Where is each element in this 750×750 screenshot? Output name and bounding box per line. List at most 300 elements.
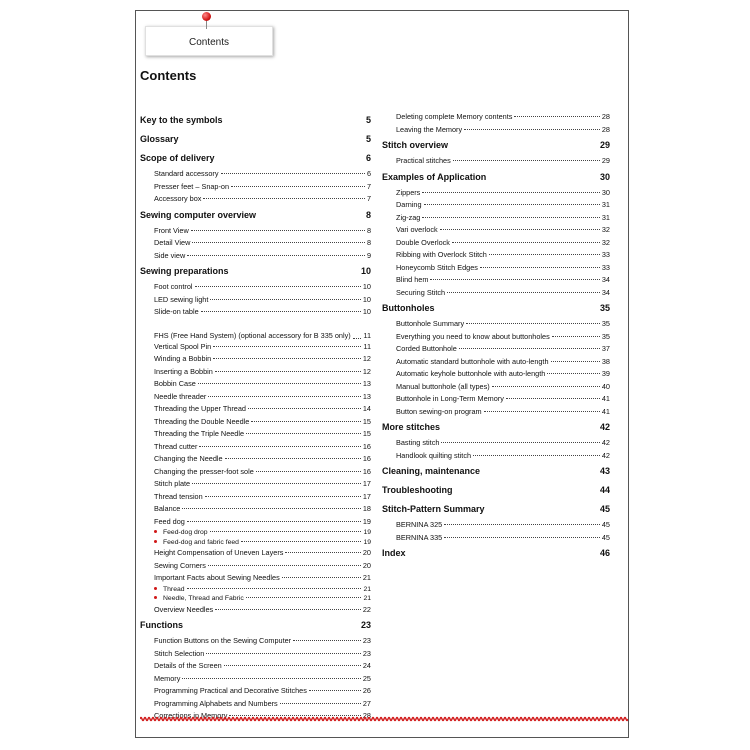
toc-entry-title: Function Buttons on the Sewing Computer bbox=[154, 636, 292, 645]
toc-entry-title: Thread tension bbox=[154, 491, 203, 501]
toc-section-page: 30 bbox=[599, 171, 610, 182]
toc-entry-page: 31 bbox=[601, 212, 610, 222]
toc-entry-page: 33 bbox=[601, 262, 610, 272]
toc-entry[interactable] bbox=[140, 319, 371, 341]
toc-entry[interactable] bbox=[140, 698, 371, 711]
toc-entry-page: 19 bbox=[363, 538, 371, 546]
toc-entry-page: 10 bbox=[362, 307, 371, 316]
toc-entry[interactable] bbox=[140, 391, 371, 404]
toc-entry-title: Buttonhole in Long-Term Memory bbox=[396, 394, 504, 403]
toc-entry-title: Corrections in Memory bbox=[154, 711, 228, 720]
toc-entry-page: 38 bbox=[601, 356, 610, 366]
toc-entry-title: Vari overlock bbox=[396, 225, 438, 234]
toc-entry-page: 34 bbox=[601, 287, 610, 297]
toc-entry-title: Front View bbox=[154, 225, 189, 235]
toc-entry-page: 8 bbox=[366, 238, 371, 247]
toc-entry-title: Zippers bbox=[396, 187, 421, 197]
dot-leader bbox=[208, 396, 361, 397]
toc-entry-title: BERNINA 325 bbox=[396, 520, 443, 529]
toc-entry[interactable] bbox=[140, 193, 371, 206]
toc-entry[interactable] bbox=[140, 294, 371, 307]
toc-entry[interactable] bbox=[382, 393, 610, 406]
toc-entry-title: Bobbin Case bbox=[154, 379, 196, 388]
toc-section[interactable] bbox=[382, 299, 610, 318]
toc-entry-title: Stitch Selection bbox=[154, 648, 205, 658]
toc-entry[interactable] bbox=[140, 673, 371, 686]
dot-leader bbox=[489, 254, 600, 255]
dot-leader bbox=[187, 255, 365, 256]
toc-entry[interactable] bbox=[382, 224, 610, 237]
toc-entry-title: Sewing Corners bbox=[154, 560, 206, 570]
toc-entry-page: 7 bbox=[366, 181, 371, 191]
toc-section-title: Functions bbox=[140, 620, 183, 630]
toc-entry-title: Balance bbox=[154, 504, 181, 513]
toc-entry[interactable] bbox=[140, 572, 371, 585]
toc-entry-page: 42 bbox=[601, 438, 610, 447]
toc-section-title: Scope of delivery bbox=[140, 153, 215, 163]
toc-entry[interactable] bbox=[382, 124, 610, 137]
toc-entry-title: Important Facts about Sewing Needles bbox=[154, 573, 280, 582]
dot-leader bbox=[187, 521, 361, 522]
toc-section-title: Key to the symbols bbox=[140, 115, 223, 125]
toc-entry-title: Side view bbox=[154, 250, 186, 260]
toc-section-page: 5 bbox=[365, 134, 371, 144]
dot-leader bbox=[552, 336, 600, 337]
toc-entry[interactable] bbox=[140, 353, 371, 366]
toc-entry-page: 15 bbox=[362, 416, 371, 426]
toc-section[interactable] bbox=[140, 206, 371, 225]
toc-section-title: Buttonholes bbox=[382, 303, 435, 313]
toc-entry[interactable] bbox=[140, 341, 371, 354]
toc-entry-title: Detail View bbox=[154, 238, 191, 247]
toc-entry-page: 35 bbox=[601, 319, 610, 328]
toc-section[interactable] bbox=[140, 130, 371, 149]
toc-entry-page: 24 bbox=[362, 661, 371, 670]
toc-entry-page: 37 bbox=[601, 344, 610, 353]
dot-leader bbox=[191, 230, 365, 231]
toc-entry-title: Buttonhole Summary bbox=[396, 319, 465, 328]
dot-leader bbox=[203, 198, 364, 199]
toc-entry-title: Changing the presser-foot sole bbox=[154, 466, 254, 476]
toc-entry-page: 41 bbox=[601, 394, 610, 403]
toc-entry-page: 35 bbox=[601, 331, 610, 341]
toc-entry-page: 31 bbox=[601, 200, 610, 209]
toc-entry-title: Needle, Thread and Fabric bbox=[163, 595, 244, 602]
toc-right-column bbox=[382, 111, 610, 563]
toc-section[interactable] bbox=[140, 149, 371, 168]
dot-leader bbox=[309, 690, 361, 691]
tab-label: Contents bbox=[188, 37, 230, 48]
toc-entry-page: 17 bbox=[362, 479, 371, 488]
toc-entry[interactable] bbox=[382, 532, 610, 545]
toc-entry-title: Practical stitches bbox=[396, 156, 451, 165]
dot-leader bbox=[453, 160, 600, 161]
dot-leader bbox=[224, 665, 361, 666]
toc-entry-title: Feed-dog and fabric feed bbox=[163, 538, 239, 546]
toc-section-title: Glossary bbox=[140, 134, 179, 144]
toc-entry[interactable] bbox=[140, 441, 371, 454]
toc-entry-title: Basting stitch bbox=[396, 438, 440, 447]
dot-leader bbox=[484, 411, 600, 412]
dot-leader bbox=[241, 541, 361, 542]
toc-entry-title: Blind hem bbox=[396, 275, 429, 284]
toc-section-page: 5 bbox=[365, 115, 371, 125]
toc-entry-page: 29 bbox=[601, 156, 610, 165]
toc-section[interactable] bbox=[382, 418, 610, 437]
toc-entry-page: 28 bbox=[362, 711, 371, 720]
toc-entry[interactable] bbox=[382, 450, 610, 463]
decorative-stitch-border bbox=[140, 716, 628, 722]
toc-entry-title: Corded Buttonhole bbox=[396, 344, 457, 353]
toc-entry-title: Stitch plate bbox=[154, 479, 191, 488]
toc-entry-page: 30 bbox=[601, 187, 610, 197]
red-bullet-icon bbox=[154, 587, 157, 590]
dot-leader bbox=[215, 609, 361, 610]
toc-entry-page: 6 bbox=[366, 169, 371, 178]
toc-entry-page: 11 bbox=[363, 330, 371, 340]
toc-section-title: Sewing computer overview bbox=[140, 209, 257, 220]
toc-entry[interactable] bbox=[140, 378, 371, 391]
toc-section-page: 35 bbox=[599, 303, 610, 313]
toc-entry[interactable] bbox=[140, 560, 371, 573]
toc-entry-title: FHS (Free Hand System) (optional accessory for B 335 only) bbox=[154, 330, 351, 340]
dot-leader bbox=[206, 653, 361, 654]
toc-entry-title: Feed-dog drop bbox=[163, 529, 208, 536]
toc-entry-page: 13 bbox=[362, 391, 371, 401]
toc-entry-page: 32 bbox=[601, 237, 610, 247]
dot-leader bbox=[199, 446, 360, 447]
toc-entry-title: Slide-on table bbox=[154, 307, 199, 316]
toc-section-page: 23 bbox=[360, 620, 371, 630]
toc-entry-title: Programming Alphabets and Numbers bbox=[154, 698, 278, 708]
toc-entry-page: 45 bbox=[601, 520, 610, 529]
toc-entry[interactable] bbox=[140, 403, 371, 416]
dot-leader bbox=[551, 361, 600, 362]
toc-entry-title: Standard accessory bbox=[154, 169, 219, 178]
toc-entry[interactable] bbox=[382, 199, 610, 212]
dot-leader bbox=[447, 292, 600, 293]
toc-entry-page: 41 bbox=[601, 406, 610, 416]
toc-sub-entry[interactable] bbox=[140, 538, 371, 548]
toc-entry-page: 20 bbox=[362, 560, 371, 570]
toc-entry[interactable] bbox=[140, 453, 371, 466]
toc-entry[interactable] bbox=[140, 366, 371, 379]
toc-entry[interactable] bbox=[382, 249, 610, 262]
dot-leader bbox=[430, 279, 599, 280]
toc-entry-page: 19 bbox=[362, 516, 371, 526]
toc-entry-page: 18 bbox=[362, 504, 371, 513]
toc-entry-title: Manual buttonhole (all types) bbox=[396, 381, 490, 391]
toc-entry-page: 21 bbox=[362, 573, 371, 582]
toc-section[interactable] bbox=[140, 616, 371, 635]
toc-entry[interactable] bbox=[140, 478, 371, 491]
toc-entry-title: Overview Needles bbox=[154, 604, 214, 614]
dot-leader bbox=[464, 129, 600, 130]
toc-entry-title: Ribbing with Overlock Stitch bbox=[396, 250, 487, 259]
toc-entry-title: Threading the Triple Needle bbox=[154, 429, 245, 438]
toc-entry[interactable] bbox=[140, 635, 371, 648]
toc-entry-title: Leaving the Memory bbox=[396, 124, 463, 134]
toc-entry-title: Programming Practical and Decorative Stitches bbox=[154, 686, 307, 695]
toc-entry-page: 26 bbox=[362, 686, 371, 695]
red-bullet-icon bbox=[154, 540, 157, 543]
toc-entry-page: 16 bbox=[362, 454, 371, 463]
toc-section-title: Index bbox=[382, 548, 406, 558]
toc-entry-page: 32 bbox=[601, 225, 610, 234]
toc-entry-page: 19 bbox=[363, 529, 371, 536]
toc-entry-page: 8 bbox=[366, 225, 371, 235]
toc-entry[interactable] bbox=[382, 343, 610, 356]
dot-leader bbox=[422, 217, 600, 218]
toc-entry[interactable] bbox=[382, 262, 610, 275]
toc-entry[interactable] bbox=[140, 306, 371, 319]
dot-leader bbox=[452, 242, 600, 243]
dot-leader bbox=[424, 204, 600, 205]
toc-entry-title: Threading the Upper Thread bbox=[154, 404, 246, 413]
dot-leader bbox=[251, 421, 361, 422]
toc-section-title: More stitches bbox=[382, 422, 441, 432]
toc-section[interactable] bbox=[382, 168, 610, 187]
dot-leader bbox=[480, 267, 600, 268]
dot-leader bbox=[459, 348, 600, 349]
toc-entry[interactable] bbox=[382, 111, 610, 124]
toc-entry-title: Threading the Double Needle bbox=[154, 416, 250, 426]
toc-entry-page: 21 bbox=[363, 595, 371, 602]
dot-leader bbox=[215, 371, 361, 372]
toc-entry-title: BERNINA 335 bbox=[396, 532, 443, 542]
toc-entry-title: Needle threader bbox=[154, 391, 207, 401]
dot-leader bbox=[192, 242, 365, 243]
dot-leader bbox=[441, 442, 599, 443]
red-bullet-icon bbox=[154, 530, 157, 533]
toc-entry-page: 27 bbox=[362, 698, 371, 708]
toc-entry-page: 34 bbox=[601, 275, 610, 284]
toc-entry-title: Presser feet – Snap-on bbox=[154, 181, 230, 191]
toc-entry[interactable] bbox=[140, 660, 371, 673]
dot-leader bbox=[246, 597, 362, 598]
toc-entry-page: 23 bbox=[362, 648, 371, 658]
toc-entry-title: Feed dog bbox=[154, 516, 185, 526]
red-bullet-icon bbox=[154, 596, 157, 599]
dot-leader bbox=[205, 496, 361, 497]
toc-entry-page: 40 bbox=[601, 381, 610, 391]
toc-entry-title: Button sewing-on program bbox=[396, 406, 482, 416]
toc-entry-page: 9 bbox=[366, 250, 371, 260]
toc-entry[interactable] bbox=[140, 181, 371, 194]
toc-entry-page: 17 bbox=[362, 491, 371, 501]
toc-entry-page: 11 bbox=[363, 341, 371, 351]
toc-entry-title: Thread bbox=[163, 585, 185, 593]
toc-entry-page: 20 bbox=[362, 548, 371, 557]
toc-entry-page: 33 bbox=[601, 250, 610, 259]
toc-entry-page: 22 bbox=[362, 604, 371, 614]
toc-section-page: 42 bbox=[599, 422, 610, 432]
push-pin-icon bbox=[202, 12, 211, 21]
toc-section-title: Stitch overview bbox=[382, 140, 449, 150]
toc-section[interactable] bbox=[140, 111, 371, 130]
dot-leader bbox=[198, 383, 361, 384]
dot-leader bbox=[444, 524, 600, 525]
toc-entry-page: 12 bbox=[362, 354, 371, 363]
toc-section-title: Stitch-Pattern Summary bbox=[382, 504, 485, 514]
toc-section-page: 10 bbox=[360, 266, 371, 276]
toc-entry[interactable] bbox=[140, 516, 371, 529]
toc-entry[interactable] bbox=[140, 281, 371, 294]
toc-entry[interactable] bbox=[140, 685, 371, 698]
dot-leader bbox=[210, 531, 362, 532]
toc-section-page: 43 bbox=[599, 466, 610, 476]
toc-sub-entry[interactable] bbox=[140, 585, 371, 595]
toc-entry-title: Double Overlock bbox=[396, 237, 450, 247]
toc-entry-title: LED sewing light bbox=[154, 294, 209, 304]
toc-entry[interactable] bbox=[140, 416, 371, 429]
toc-entry-page: 15 bbox=[362, 429, 371, 438]
dot-leader bbox=[231, 186, 365, 187]
toc-section[interactable] bbox=[140, 262, 371, 281]
toc-section[interactable] bbox=[382, 500, 610, 519]
toc-entry-title: Darning bbox=[396, 200, 422, 209]
contents-tab-card[interactable] bbox=[145, 26, 273, 56]
toc-entry-title: Honeycomb Stitch Edges bbox=[396, 262, 478, 272]
dot-leader bbox=[225, 458, 361, 459]
dot-leader bbox=[208, 565, 361, 566]
toc-section-page: 45 bbox=[599, 504, 610, 514]
toc-section-page: 44 bbox=[599, 485, 610, 495]
toc-entry-page: 28 bbox=[601, 112, 610, 121]
dot-leader bbox=[221, 173, 365, 174]
dot-leader bbox=[353, 338, 362, 339]
toc-entry-page: 25 bbox=[362, 673, 371, 683]
toc-entry[interactable] bbox=[382, 212, 610, 225]
toc-entry-title: Height Compensation of Uneven Layers bbox=[154, 548, 284, 557]
toc-entry[interactable] bbox=[382, 368, 610, 381]
toc-entry[interactable] bbox=[140, 491, 371, 504]
toc-entry[interactable] bbox=[382, 274, 610, 287]
toc-entry[interactable] bbox=[140, 428, 371, 441]
dot-leader bbox=[293, 640, 361, 641]
dot-leader bbox=[466, 323, 600, 324]
dot-leader bbox=[547, 373, 600, 374]
toc-entry[interactable] bbox=[382, 331, 610, 344]
toc-section[interactable] bbox=[382, 136, 610, 155]
dot-leader bbox=[187, 588, 362, 589]
page-title: Contents bbox=[140, 68, 197, 83]
toc-entry-page: 13 bbox=[362, 379, 371, 388]
toc-entry-title: Securing Stitch bbox=[396, 287, 446, 297]
toc-entry-page: 16 bbox=[362, 441, 371, 451]
dot-leader bbox=[514, 116, 599, 117]
toc-entry-page: 45 bbox=[601, 532, 610, 542]
toc-sub-entry[interactable] bbox=[140, 594, 371, 604]
dot-leader bbox=[282, 577, 361, 578]
dot-leader bbox=[256, 471, 361, 472]
toc-entry-title: Everything you need to know about buttonholes bbox=[396, 331, 550, 341]
dot-leader bbox=[210, 299, 361, 300]
toc-entry[interactable] bbox=[382, 437, 610, 450]
toc-entry-title: Handlook quilting stitch bbox=[396, 450, 472, 460]
dot-leader bbox=[246, 433, 361, 434]
toc-entry-title: Zig-zag bbox=[396, 212, 421, 222]
dot-leader bbox=[506, 398, 600, 399]
dot-leader bbox=[248, 408, 361, 409]
toc-entry-title: Automatic standard buttonhole with auto-length bbox=[396, 356, 549, 366]
toc-entry[interactable] bbox=[140, 604, 371, 617]
toc-entry[interactable] bbox=[140, 168, 371, 181]
toc-section-page: 6 bbox=[365, 153, 371, 163]
toc-entry[interactable] bbox=[140, 547, 371, 560]
dot-leader bbox=[195, 286, 361, 287]
toc-entry[interactable] bbox=[140, 466, 371, 479]
toc-entry-page: 7 bbox=[366, 194, 371, 203]
toc-entry[interactable] bbox=[382, 237, 610, 250]
toc-section-title: Examples of Application bbox=[382, 171, 487, 182]
toc-entry-title: Foot control bbox=[154, 282, 193, 291]
dot-leader bbox=[201, 311, 361, 312]
toc-entry-title: Thread cutter bbox=[154, 441, 198, 451]
toc-entry[interactable] bbox=[382, 287, 610, 300]
toc-entry[interactable] bbox=[382, 519, 610, 532]
toc-entry-page: 39 bbox=[601, 369, 610, 378]
toc-entry-title: Changing the Needle bbox=[154, 454, 223, 463]
toc-section-title: Troubleshooting bbox=[382, 485, 453, 495]
dot-leader bbox=[285, 552, 360, 553]
dot-leader bbox=[182, 678, 361, 679]
toc-section-page: 8 bbox=[365, 209, 371, 220]
toc-sub-entry[interactable] bbox=[140, 528, 371, 538]
toc-entry-title: Memory bbox=[154, 673, 181, 683]
dot-leader bbox=[213, 346, 361, 347]
dot-leader bbox=[213, 358, 361, 359]
toc-entry-page: 23 bbox=[362, 636, 371, 645]
toc-entry[interactable] bbox=[382, 406, 610, 419]
toc-entry-page: 28 bbox=[601, 124, 610, 134]
toc-entry[interactable] bbox=[382, 381, 610, 394]
toc-entry[interactable] bbox=[382, 356, 610, 369]
dot-leader bbox=[192, 483, 361, 484]
toc-entry[interactable] bbox=[382, 318, 610, 331]
toc-section-page: 46 bbox=[599, 548, 610, 558]
toc-entry-page: 21 bbox=[363, 585, 371, 593]
toc-section[interactable] bbox=[382, 544, 610, 563]
toc-entry-page: 42 bbox=[601, 450, 610, 460]
toc-section[interactable] bbox=[382, 462, 610, 481]
dot-leader bbox=[422, 192, 600, 193]
toc-section-title: Cleaning, maintenance bbox=[382, 466, 481, 476]
toc-entry-page: 14 bbox=[362, 404, 371, 413]
dot-leader bbox=[182, 508, 361, 509]
dot-leader bbox=[440, 229, 600, 230]
toc-entry[interactable] bbox=[140, 237, 371, 250]
dot-leader bbox=[492, 386, 600, 387]
toc-entry-title: Automatic keyhole buttonhole with auto-length bbox=[396, 369, 546, 378]
toc-entry[interactable] bbox=[140, 250, 371, 263]
toc-entry-title: Vertical Spool Pin bbox=[154, 341, 212, 351]
toc-entry[interactable] bbox=[382, 187, 610, 200]
dot-leader bbox=[473, 455, 600, 456]
dot-leader bbox=[444, 537, 600, 538]
toc-section-page: 29 bbox=[599, 140, 610, 150]
toc-entry[interactable] bbox=[140, 648, 371, 661]
toc-section[interactable] bbox=[382, 481, 610, 500]
toc-entry-title: Deleting complete Memory contents bbox=[396, 112, 513, 121]
toc-entry[interactable] bbox=[140, 225, 371, 238]
toc-entry[interactable] bbox=[382, 155, 610, 168]
toc-section-title: Sewing preparations bbox=[140, 266, 229, 276]
toc-entry[interactable] bbox=[140, 503, 371, 516]
toc-left-column bbox=[140, 111, 371, 723]
toc-entry-title: Winding a Bobbin bbox=[154, 354, 212, 363]
toc-entry-page: 12 bbox=[362, 366, 371, 376]
